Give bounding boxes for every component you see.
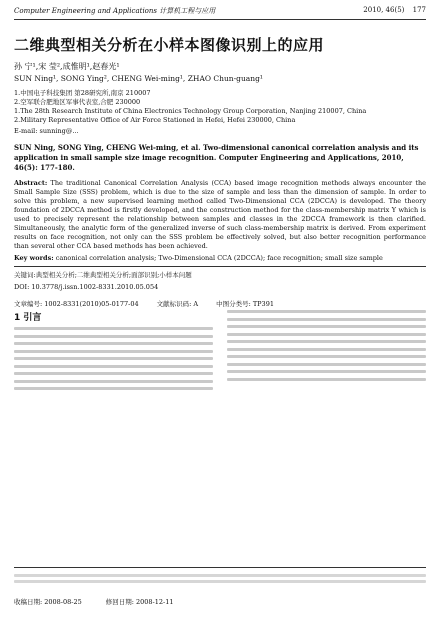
affiliation-1-cn: 1.中国电子科技集团 第28研究所,南京 210007 <box>14 89 151 97</box>
abstract-text: The traditional Canonical Correlation Analysis (CCA) based image recognition methods always encounter the Small Sample Size (SSS) problem, which is due to the size of sample and less than the dimension of sample. In order to solve this problem, a new supervised learning method called Two-Dimensional CCA (2DCCA) is developed. The theory foundation of 2DCCA method is firstly developed, and the construction method for the class-membership matrix Y which is used to precisely represent the relationship between samples and classes in the 2DCCA framework is then clarified. Simultaneously, the analytic form of the generalized inverse of such class-membership matrix is derived. From experiment results on face recognition, not only can the SSS problem be effectively solved, but also better recognition performance than several other CCA based methods has been achieved. <box>14 179 426 250</box>
abstract-label: Abstract: <box>14 179 48 187</box>
footnote <box>14 567 426 586</box>
issue-number: 2010, 46(5) <box>363 6 405 14</box>
left-column <box>14 310 213 390</box>
affiliation-1-en: 1.The 28th Research Institute of China Electronics Technology Group Corporation, Nanjing 210007, China <box>14 107 367 115</box>
running-header <box>14 6 426 20</box>
body-text-placeholder <box>227 310 426 381</box>
body-text-placeholder <box>14 327 213 390</box>
paper-title: 二维典型相关分析在小样本图像识别上的应用 <box>14 36 325 54</box>
doi: DOI: 10.3778/j.issn.1002-8331.2010.05.054 <box>14 283 159 291</box>
revised-date: 修回日期: 2008-12-11 <box>105 598 174 606</box>
chinese-keywords: 关键词:典型相关分析;二维典型相关分析;面部识别;小样本问题 <box>14 271 192 279</box>
document-code: 文献标识码: A <box>156 300 199 308</box>
body-columns <box>14 310 426 390</box>
classification-line <box>14 299 426 308</box>
clc-number: 中图分类号: TP391 <box>216 300 274 308</box>
page-number: 177 <box>412 6 426 14</box>
authors-chinese: 孙 宁¹,宋 莹²,成惟明¹,赵春光¹ <box>14 62 120 71</box>
dates-line <box>14 597 426 606</box>
affiliation-2-en: 2.Military Representative Office of Air Force Stationed in Hefei, Hefei 230000, China <box>14 116 296 124</box>
right-column <box>227 310 426 390</box>
keywords-text: canonical correlation analysis; Two-Dimensional CCA (2DCCA); face recognition; small size sample <box>55 254 383 262</box>
article-number: 文章编号: 1002-8331(2010)05-0177-04 <box>14 300 139 308</box>
authors-english: SUN Ning¹, SONG Ying², CHENG Wei-ming¹, ZHAO Chun-guang¹ <box>14 74 263 83</box>
keywords-label: Key words: <box>14 254 54 262</box>
citation: SUN Ning, SONG Ying, CHENG Wei-ming, et al. Two-dimensional canonical correlation analysis and its application in small sample size image recognition. Computer Engineering and Applications, 2010, 46(5): 177-180. <box>14 143 419 172</box>
divider <box>14 266 426 267</box>
contact-email: E-mail: sunning@... <box>14 127 79 135</box>
journal-name: Computer Engineering and Applications 计算机工程与应用 <box>14 7 216 15</box>
received-date: 收稿日期: 2008-08-25 <box>14 598 82 606</box>
keywords <box>14 254 426 262</box>
section-heading: 1 引言 <box>14 313 42 323</box>
abstract <box>14 179 426 251</box>
affiliation-2-cn: 2.空军联合肥地区军事代表室,合肥 230000 <box>14 98 141 106</box>
